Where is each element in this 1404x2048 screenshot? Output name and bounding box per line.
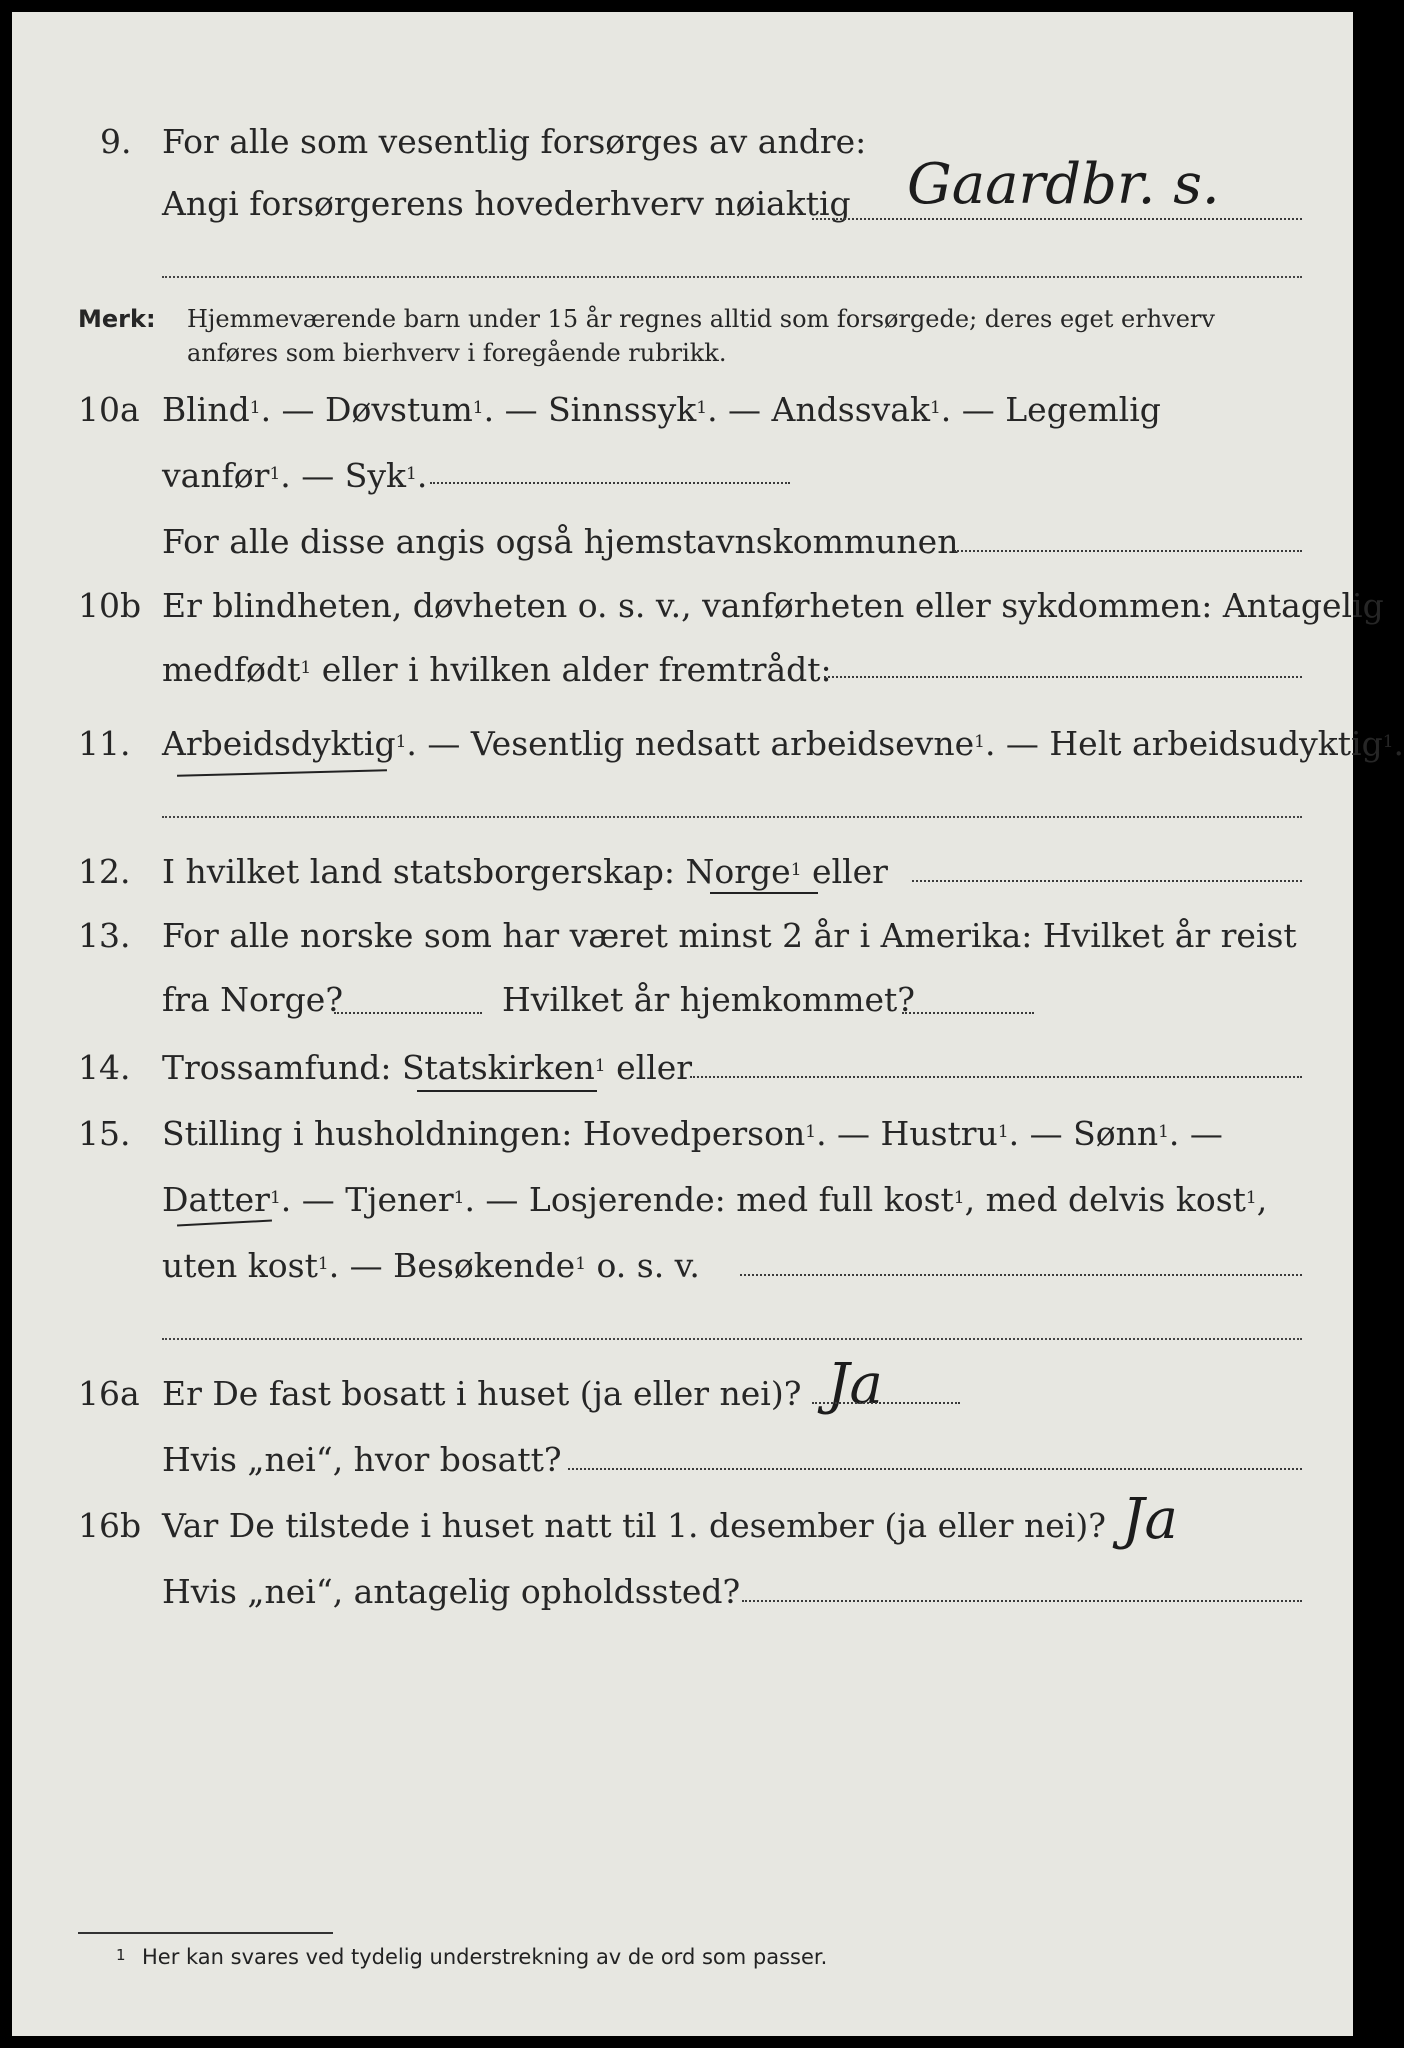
q12-answer-line — [912, 880, 1302, 882]
q16a-number: 16a — [78, 1374, 140, 1413]
q11-extra-line — [162, 816, 1302, 818]
q13-text-line2a: fra Norge? — [162, 980, 344, 1019]
q16b-text-line1: Var De tilstede i huset natt til 1. desember (ja eller nei)? — [162, 1506, 1106, 1545]
q15-answer-line — [740, 1274, 1302, 1276]
q10a-text-line1: Blind$^1$. — Døvstum$^1$. — Sinnssyk$^1$. — Andssvak$^1$. — Legemlig — [162, 390, 1161, 429]
q10a-text-line2: vanfør$^1$. — Syk$^1$. — [162, 456, 428, 495]
q16b-handwritten-answer: Ja — [1122, 1487, 1178, 1552]
q16b-location-line — [742, 1600, 1302, 1602]
q10b-text-line1: Er blindheten, døvheten o. s. v., vanførheten eller sykdommen: Antagelig — [162, 586, 1384, 625]
q11-handwritten-underline — [177, 769, 387, 776]
q15-handwritten-underline — [177, 1220, 272, 1227]
q14-number: 14. — [78, 1048, 131, 1087]
q16b-number: 16b — [78, 1506, 142, 1545]
q15-text-line1: Stilling i husholdningen: Hovedperson$^1$. — Hustru$^1$. — Sønn$^1$. — — [162, 1114, 1223, 1153]
q16a-text-line1: Er De fast bosatt i huset (ja eller nei)? — [162, 1374, 802, 1413]
q10a-text-line3: For alle disse angis også hjemstavnskommunen — [162, 522, 959, 561]
q16b-text-line2: Hvis „nei“, antagelig opholdssted? — [162, 1572, 741, 1611]
q10b-text-line2: medfødt$^1$ eller i hvilken alder fremtrådt: — [162, 650, 832, 689]
q12-number: 12. — [78, 852, 131, 891]
q16a-text-line2: Hvis „nei“, hvor bosatt? — [162, 1440, 562, 1479]
footnote-mark: 1 — [116, 1946, 126, 1964]
merk-text-line2: anføres som bierhverv i foregående rubrikk. — [187, 339, 727, 367]
q10a-hometown-line — [954, 550, 1302, 552]
q14-handwritten-underline — [417, 1090, 597, 1092]
q16a-residence-line — [568, 1468, 1302, 1470]
q16a-answer-line — [812, 1402, 960, 1404]
q13-return-line — [902, 1012, 1034, 1014]
q9-extra-line — [162, 276, 1302, 278]
q15-number: 15. — [78, 1114, 131, 1153]
q14-text-line1: Trossamfund: Statskirken$^1$ eller — [162, 1048, 693, 1087]
q15-extra-line — [162, 1338, 1302, 1340]
q12-text-line1: I hvilket land statsborgerskap: Norge$^1$ eller — [162, 852, 888, 891]
q9-answer-line — [812, 218, 1302, 220]
q11-text-line1: Arbeidsdyktig$^1$. — Vesentlig nedsatt arbeidsevne$^1$. — Helt arbeidsudyktig$^1$. — [162, 724, 1404, 763]
q13-text-line1: For alle norske som har været minst 2 år i Amerika: Hvilket år reist — [162, 916, 1297, 955]
footnote-separator — [78, 1932, 333, 1934]
merk-label: Merk: — [78, 305, 156, 333]
q10a-answer-line — [430, 482, 790, 484]
q11-number: 11. — [78, 724, 131, 763]
q15-text-line2: Datter$^1$. — Tjener$^1$. — Losjerende: med full kost$^1$, med delvis kost$^1$, — [162, 1180, 1268, 1219]
q9-text-line2: Angi forsørgerens hovederhverv nøiaktig — [162, 184, 851, 223]
q10b-answer-line — [824, 676, 1302, 678]
q13-text-line2b: Hvilket år hjemkommet? — [502, 980, 915, 1019]
q9-handwritten-answer: Gaardbr. s. — [907, 152, 1220, 217]
q10a-number: 10a — [78, 390, 140, 429]
q12-handwritten-underline — [710, 892, 818, 894]
q15-text-line3: uten kost$^1$. — Besøkende$^1$ o. s. v. — [162, 1246, 700, 1285]
census-form-page — [12, 12, 1404, 2036]
merk-text-line1: Hjemmeværende barn under 15 år regnes alltid som forsørgede; deres eget erhverv — [187, 305, 1215, 333]
q16a-handwritten-answer: Ja — [827, 1352, 883, 1417]
q13-number: 13. — [78, 916, 131, 955]
q13-departure-line — [334, 1012, 482, 1014]
q14-answer-line — [690, 1076, 1302, 1078]
footnote-text: Her kan svares ved tydelig understrekning av de ord som passer. — [142, 1945, 828, 1969]
q9-number: 9. — [100, 122, 132, 161]
q9-text-line1: For alle som vesentlig forsørges av andre: — [162, 122, 867, 161]
q10b-number: 10b — [78, 586, 142, 625]
